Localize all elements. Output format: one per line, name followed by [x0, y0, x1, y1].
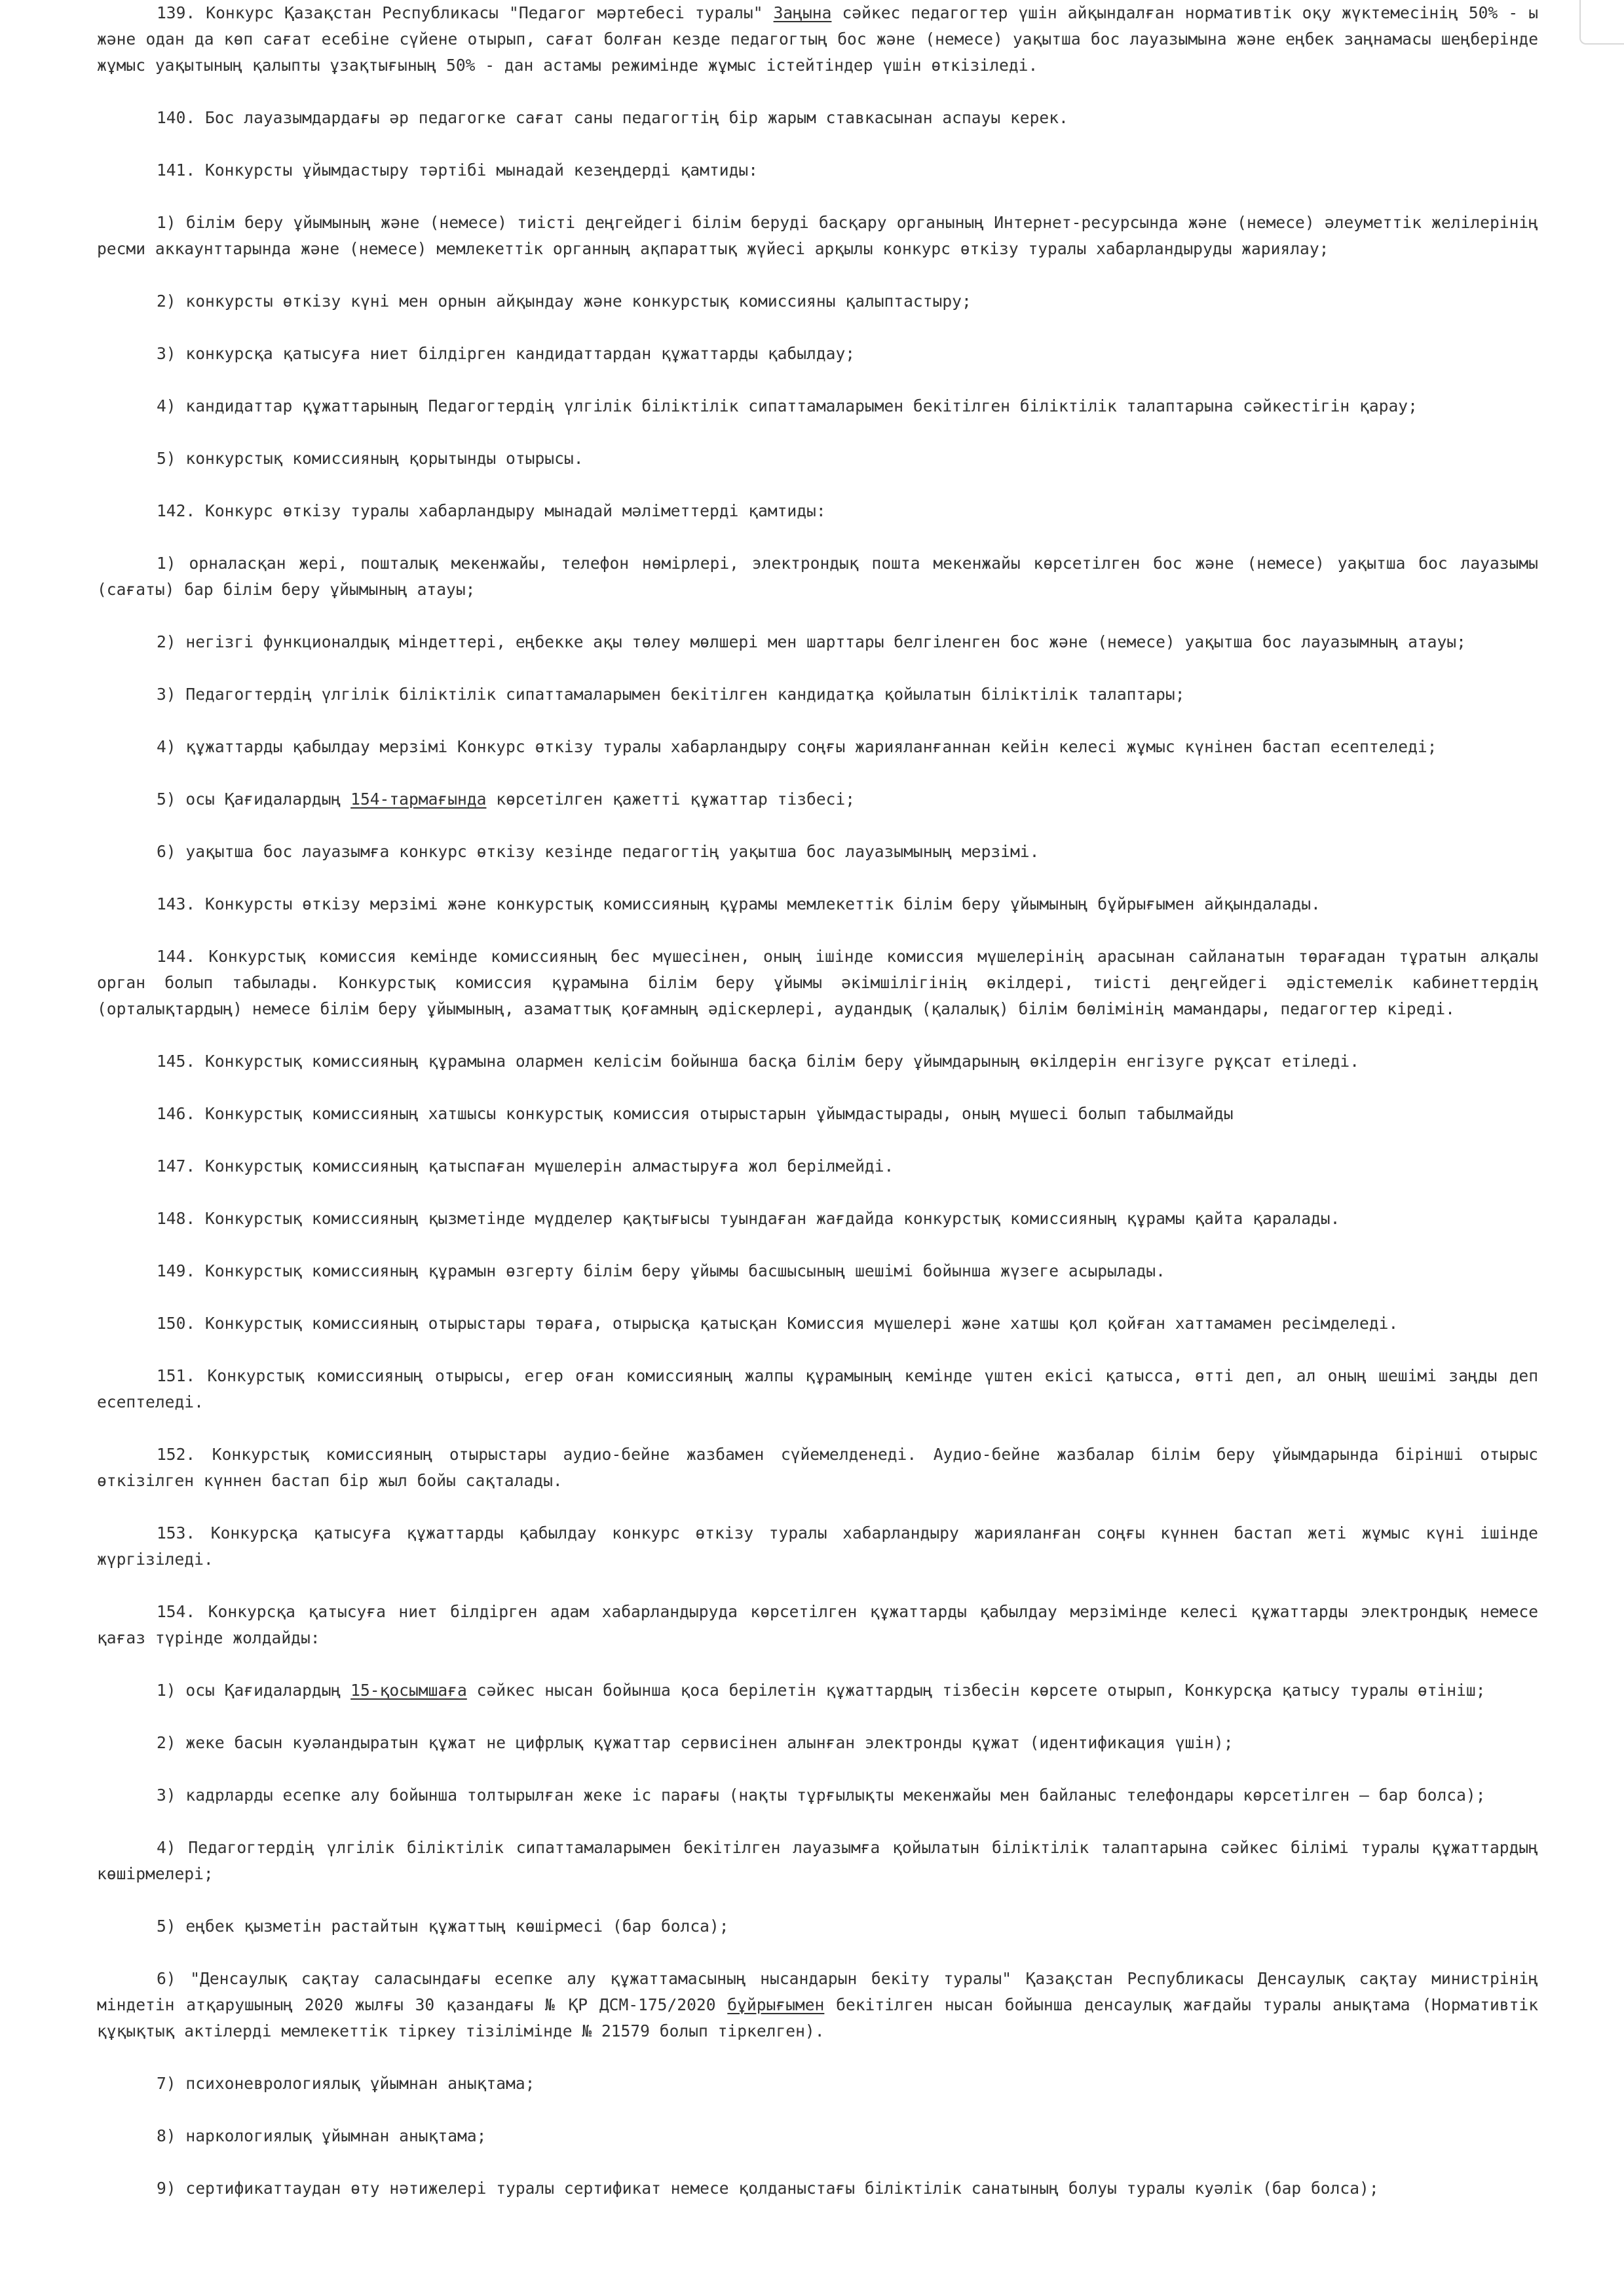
paragraph-text: 4) Педагогтердің үлгілік біліктілік сипаттамаларымен бекітілген лауазымға қойылатын біліктілік талаптарына сәйкес білімі туралы құжаттардың көшірмелері;	[97, 1838, 1538, 1883]
paragraph-text: 6) уақытша бос лауазымға конкурс өткізу кезінде педагогтің уақытша бос лауазымының мерзімі.	[157, 842, 1040, 861]
paragraph-text: 1) білім беру ұйымының және (немесе) тиісті деңгейдегі білім беруді басқару органының Интернет-ресурсында және (немесе) әлеуметтік желілерінің ресми аккаунттарында және (немесе) мемлекеттік органның ақпараттық жүйесі арқылы конкурс өткізу туралы хабарландыруды жариялау;	[97, 213, 1538, 258]
paragraph-text: 6) "Денсаулық сақтау саласындағы есепке алу құжаттамасының нысандарын бекіту туралы" Қазақстан Республикасы Денсаулық сақтау министрінің міндетін атқарушының 2020 жылғы 30 қазандағы № ҚР ДСМ-175/2020	[97, 1969, 1538, 2014]
paragraph-p141-3	[97, 341, 1538, 367]
paragraph-text: 8) наркологиялық ұйымнан анықтама;	[157, 2126, 487, 2145]
paragraph-text: 2) конкурсты өткізу күні мен орнын айқындау және конкурстық комиссияны қалыптастыру;	[157, 292, 972, 311]
paragraph-p153	[97, 1520, 1538, 1573]
paragraph-p142-2	[97, 629, 1538, 655]
paragraph-p144	[97, 944, 1538, 1022]
reference-link[interactable]: Заңына	[773, 3, 832, 22]
paragraph-text: 2) жеке басын куәландыратын құжат не цифрлық құжаттар сервисінен алынған электронды құжат (идентификация үшін);	[157, 1733, 1234, 1752]
paragraph-text: 5) еңбек қызметін растайтын құжаттың көшірмесі (бар болса);	[157, 1917, 729, 1936]
paragraph-p154-5	[97, 1913, 1538, 1940]
paragraph-p146	[97, 1101, 1538, 1127]
paragraph-text: 2) негізгі функционалдық міндеттері, еңбекке ақы төлеу мөлшері мен шарттары белгіленген бос және (немесе) уақытша бос лауазымның атауы;	[157, 632, 1466, 651]
paragraph-text: 140. Бос лауазымдардағы әр педагогке сағат саны педагогтің бір жарым ставкасынан аспауы керек.	[157, 108, 1068, 127]
paragraph-p142-6	[97, 839, 1538, 865]
paragraph-text: 4) құжаттарды қабылдау мерзімі Конкурс өткізу туралы хабарландыру соңғы жарияланғаннан кейін келесі жұмыс күнінен бастап есептеледі;	[157, 737, 1437, 756]
paragraph-p145	[97, 1048, 1538, 1075]
paragraph-text: 3) кадрларды есепке алу бойынша толтырылған жеке іс парағы (нақты тұрғылықты мекенжайы мен байланыс телефондары көрсетілген – бар болса);	[157, 1786, 1486, 1805]
paragraph-text: 143. Конкурсты өткізу мерзімі және конкурстық комиссияның құрамы мемлекеттік білім беру ұйымының бұйрығымен айқындалады.	[157, 894, 1321, 913]
paragraph-p154-4	[97, 1835, 1538, 1887]
paragraph-text: 9) сертификаттаудан өту нәтижелері туралы сертификат немесе қолданыстағы біліктілік санатының болуы туралы куәлік (бар болса);	[157, 2179, 1379, 2198]
paragraph-p152	[97, 1442, 1538, 1494]
reference-link[interactable]: 154-тармағында	[350, 790, 487, 809]
paragraph-p141-2	[97, 288, 1538, 315]
paragraph-p142-4	[97, 734, 1538, 760]
paragraph-p141-1	[97, 210, 1538, 262]
paragraph-text: көрсетілген қажетті құжаттар тізбесі;	[486, 790, 856, 809]
paragraph-p140	[97, 105, 1538, 131]
paragraph-text: 150. Конкурстық комиссияның отырыстары төраға, отырысқа қатысқан Комиссия мүшелері және хатшы қол қойған хаттамамен ресімделеді.	[157, 1314, 1399, 1333]
paragraph-text: сәйкес нысан бойынша қоса берілетін құжаттардың тізбесін көрсете отырып, Конкурсқа қатысу туралы өтініш;	[466, 1681, 1486, 1700]
paragraph-text: 1) осы Қағидалардың	[157, 1681, 351, 1700]
paragraph-p154	[97, 1599, 1538, 1651]
paragraph-p141-4	[97, 393, 1538, 419]
paragraph-p148	[97, 1206, 1538, 1232]
reference-link[interactable]: бұйрығымен	[727, 1995, 825, 2014]
paragraph-text: 147. Конкурстық комиссияның қатыспаған мүшелерін алмастыруға жол берілмейді.	[157, 1157, 894, 1176]
paragraph-text: 5) конкурстық комиссияның қорытынды отырысы.	[157, 449, 584, 468]
corner-tab[interactable]	[1579, 0, 1624, 45]
paragraph-text: 144. Конкурстық комиссия кемінде комиссияның бес мүшесінен, оның ішінде комиссия мүшелерінің арасынан сайланатын төрағадан тұратын алқалы орган болып табылады. Конкурстық комиссия құрамына білім беру ұйымы әкімшілігінің өкілдері, тиісті деңгейдегі әдістемелік кабинеттердің (орталықтардың) немесе білім беру ұйымының, азаматтық қоғамның әдіскерлері, аудандық (қалалық) білім бөлімінің мамандары, педагогтер кіреді.	[97, 947, 1538, 1018]
paragraph-p154-3	[97, 1782, 1538, 1808]
paragraph-p139	[97, 0, 1538, 79]
paragraph-p154-1	[97, 1677, 1538, 1704]
paragraph-p141-5	[97, 446, 1538, 472]
paragraph-text: 1) орналасқан жері, пошталық мекенжайы, телефон нөмірлері, электрондық пошта мекенжайы көрсетілген бос және (немесе) уақытша бос лауазымы (сағаты) бар білім беру ұйымының атауы;	[97, 554, 1538, 599]
paragraph-text: 153. Конкурсқа қатысуға құжаттарды қабылдау конкурс өткізу туралы хабарландыру жарияланған соңғы күннен бастап жеті жұмыс күні ішінде жүргізіледі.	[97, 1523, 1538, 1569]
paragraph-text: 5) осы Қағидалардың	[157, 790, 351, 809]
paragraph-p154-7	[97, 2071, 1538, 2097]
paragraph-text: 146. Конкурстық комиссияның хатшысы конкурстық комиссия отырыстарын ұйымдастырады, оның мүшесі болып табылмайды	[157, 1104, 1234, 1123]
paragraph-text: 7) психоневрологиялық ұйымнан анықтама;	[157, 2074, 535, 2093]
reference-link[interactable]: 15-қосымшаға	[350, 1681, 467, 1700]
paragraph-text: 145. Конкурстық комиссияның құрамына олармен келісім бойынша басқа білім беру ұйымдарының өкілдерін енгізуге рұқсат етіледі.	[157, 1052, 1360, 1071]
paragraph-p149	[97, 1258, 1538, 1284]
paragraph-text: 4) кандидаттар құжаттарының Педагогтердің үлгілік біліктілік сипаттамаларымен бекітілген біліктілік талаптарына сәйкестігін қарау;	[157, 396, 1418, 415]
paragraph-p141	[97, 157, 1538, 183]
paragraph-text: 152. Конкурстық комиссияның отырыстары аудио-бейне жазбамен сүйемелденеді. Аудио-бейне жазбалар білім беру ұйымдарында бірінші отырыс өткізілген күннен бастап бір жыл бойы сақталады.	[97, 1445, 1538, 1490]
paragraph-p154-8	[97, 2123, 1538, 2149]
paragraph-p142-5	[97, 786, 1538, 813]
paragraph-text: 3) Педагогтердің үлгілік біліктілік сипаттамаларымен бекітілген кандидатқа қойылатын біліктілік талаптары;	[157, 685, 1185, 704]
paragraph-p154-6	[97, 1966, 1538, 2044]
paragraph-text: 142. Конкурс өткізу туралы хабарландыру мынадай мәліметтерді қамтиды:	[157, 501, 826, 520]
paragraph-p147	[97, 1153, 1538, 1179]
paragraph-text: 139. Конкурс Қазақстан Республикасы "Педагог мәртебесі туралы"	[157, 3, 774, 22]
paragraph-p142-1	[97, 550, 1538, 603]
paragraph-text: 154. Конкурсқа қатысуға ниет білдірген адам хабарландыруда көрсетілген құжаттарды қабылдау мерзімінде келесі құжаттарды электрондық немесе қағаз түрінде жолдайды:	[97, 1602, 1538, 1647]
paragraph-p154-9	[97, 2175, 1538, 2202]
paragraph-p150	[97, 1311, 1538, 1337]
paragraph-p143	[97, 891, 1538, 917]
paragraph-p151	[97, 1363, 1538, 1415]
paragraph-text: 149. Конкурстық комиссияның құрамын өзгерту білім беру ұйымы басшысының шешімі бойынша жүзеге асырылады.	[157, 1261, 1165, 1280]
paragraph-text: 151. Конкурстық комиссияның отырысы, егер оған комиссияның жалпы құрамының кемінде үштен екісі қатысса, өтті деп, ал оның шешімі заңды деп есептеледі.	[97, 1366, 1538, 1411]
paragraph-p142-3	[97, 681, 1538, 708]
paragraph-text: 141. Конкурсты ұйымдастыру тәртібі мынадай кезеңдерді қамтиды:	[157, 161, 759, 180]
document-body	[97, 0, 1538, 2228]
paragraph-text: 148. Конкурстық комиссияның қызметінде мүдделер қақтығысы туындаған жағдайда конкурстық комиссияның құрамы қайта қаралады.	[157, 1209, 1340, 1228]
paragraph-text: сәйкес педагогтер үшін айқындалған нормативтік оқу жүктемесінің 50% - ы және одан да көп сағат есебіне сүйене отырып, сағат болған кезде педагогтың бос және (немесе) уақытша бос лауазымына және еңбек заңнамасы шеңберінде жұмыс уақытының қалыпты ұзақтығының 50% - дан астамы режимінде жұмыс істейтіндер үшін өткізіледі.	[97, 3, 1538, 75]
paragraph-text: 3) конкурсқа қатысуға ниет білдірген кандидаттардан құжаттарды қабылдау;	[157, 344, 856, 363]
paragraph-p154-2	[97, 1730, 1538, 1756]
paragraph-text: бекітілген нысан бойынша денсаулық жағдайы туралы анықтама (Нормативтік құқықтық актілерді мемлекеттік тіркеу тізілімінде № 21579 болып тіркелген).	[97, 1995, 1538, 2040]
paragraph-p142	[97, 498, 1538, 524]
